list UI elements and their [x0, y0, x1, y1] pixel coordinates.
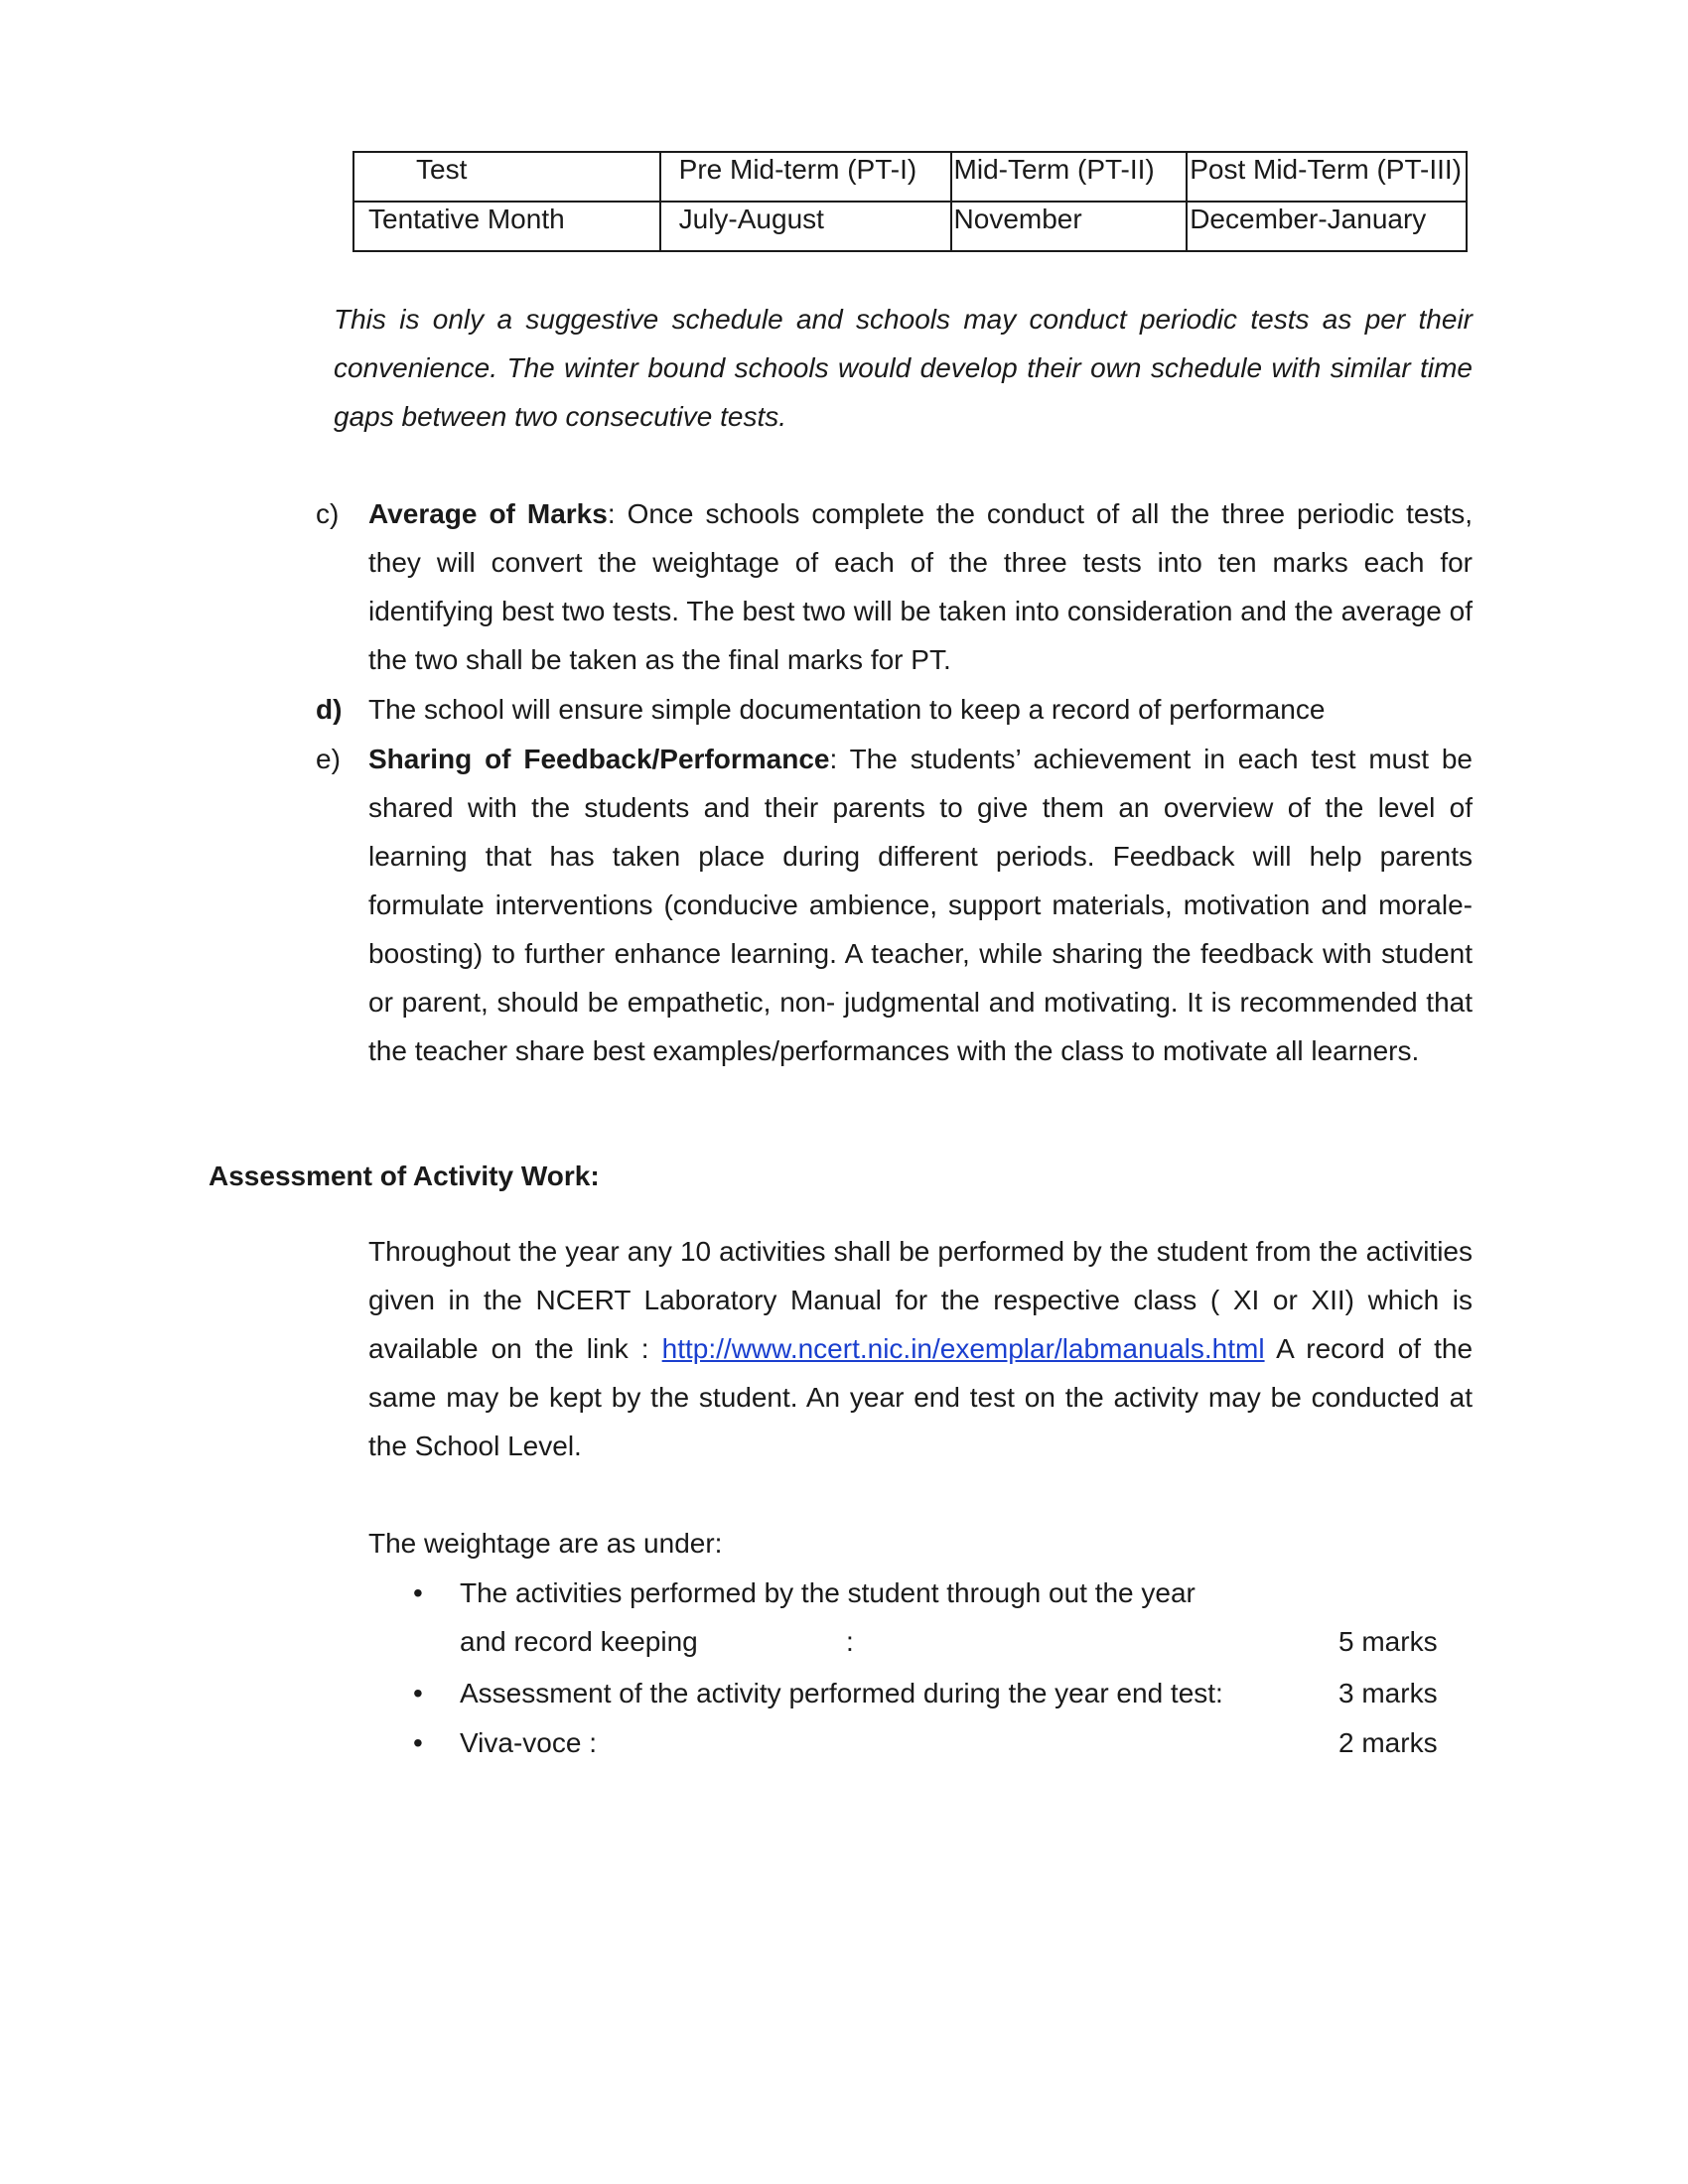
schedule-note: This is only a suggestive schedule and schools may conduct periodic tests as per their convenience. The winter bound schools would develop their own schedule with similar time gaps between two consecutive tests.: [334, 304, 1473, 432]
table-cell: December-January: [1187, 202, 1467, 251]
table-row: [353, 202, 1467, 251]
list-item-line: [460, 1569, 1361, 1617]
list-item-c: [316, 489, 1473, 684]
table-cell: July-August: [660, 202, 951, 251]
list-item-body: [368, 685, 1473, 734]
lab-manual-link[interactable]: http://www.ncert.nic.in/exemplar/labmanuals.html: [661, 1333, 1265, 1364]
list-marker: e): [316, 744, 341, 774]
list-item-text: Assessment of the activity performed during the year end test:: [460, 1678, 1223, 1708]
list-item-title: Average of Marks: [368, 498, 608, 529]
list-item-text: : Once schools complete the conduct of all the three periodic tests, they will convert the weightage of each of the three tests into ten marks each for identifying best two tests. The best two will be taken into consideration and the average of the two shall be taken as the final marks for PT.: [368, 498, 1473, 675]
table-cell: Tentative Month: [353, 202, 660, 251]
list-item-line: [460, 1669, 1438, 1717]
list-item-text: Viva-voce :: [460, 1727, 597, 1758]
section-heading: Assessment of Activity Work:: [209, 1160, 600, 1191]
list-item-text: and record keeping: [460, 1626, 698, 1657]
list-item-e: [316, 735, 1473, 1075]
paragraph-text: Throughout the year any 10 activities shall be performed by the student from the activities given in the NCERT Laboratory Manual for the respective class ( XI or XII) which is available on the link :: [368, 1236, 1473, 1364]
table-cell: Mid-Term (PT-II): [951, 152, 1188, 202]
weightage-list: [368, 1569, 1438, 1767]
list-item-line: [460, 1617, 1438, 1666]
list-item-body: [368, 489, 1473, 684]
periodic-test-schedule-table: [352, 151, 1468, 252]
activity-paragraph: [368, 1227, 1473, 1470]
table-cell: Pre Mid-term (PT-I): [660, 152, 951, 202]
paragraph-text: A record of the same may be kept by the student. An year end test on the activity may be conducted at the School Level.: [368, 1333, 1474, 1461]
list-marker: c): [316, 498, 340, 529]
weightage-intro: The weightage are as under:: [368, 1528, 723, 1559]
table-header-row: [353, 152, 1467, 202]
list-item-text: : The students’ achievement in each test must be shared with the students and their parents to give them an overview of the level of learning that has taken place during different periods. Feedback will help parents formulate interventions (conducive ambience, support materials, motivation and morale-boosting) to further enhance learning. A teacher, while sharing the feedback with student or parent, should be empathetic, non- judgmental and motivating. It is recommended that the teacher share best examples/performances with the class to motivate all learners.: [368, 744, 1473, 1066]
list-marker: d): [316, 694, 343, 725]
bullet-icon: •: [413, 1678, 423, 1708]
list-item-text: The school will ensure simple documentation to keep a record of performance: [368, 694, 1326, 725]
marks-value: 2 marks: [1338, 1727, 1438, 1758]
bullet-icon: •: [413, 1577, 423, 1608]
list-item-d: [316, 685, 1473, 734]
table-cell: Post Mid-Term (PT-III): [1187, 152, 1467, 202]
list-item: [368, 1569, 1438, 1666]
list-item-body: [368, 735, 1473, 1075]
separator-colon: :: [846, 1626, 854, 1657]
list-item-text: The activities performed by the student through out the year: [460, 1577, 1196, 1608]
list-item: [368, 1669, 1438, 1717]
table-cell: Test: [353, 152, 660, 202]
bullet-icon: •: [413, 1727, 423, 1758]
marks-value: 5 marks: [1338, 1626, 1438, 1657]
list-item: [368, 1718, 1438, 1767]
marks-value: 3 marks: [1338, 1678, 1438, 1708]
list-item-title: Sharing of Feedback/Performance: [368, 744, 830, 774]
table-cell: November: [951, 202, 1188, 251]
list-item-line: [460, 1718, 1438, 1767]
